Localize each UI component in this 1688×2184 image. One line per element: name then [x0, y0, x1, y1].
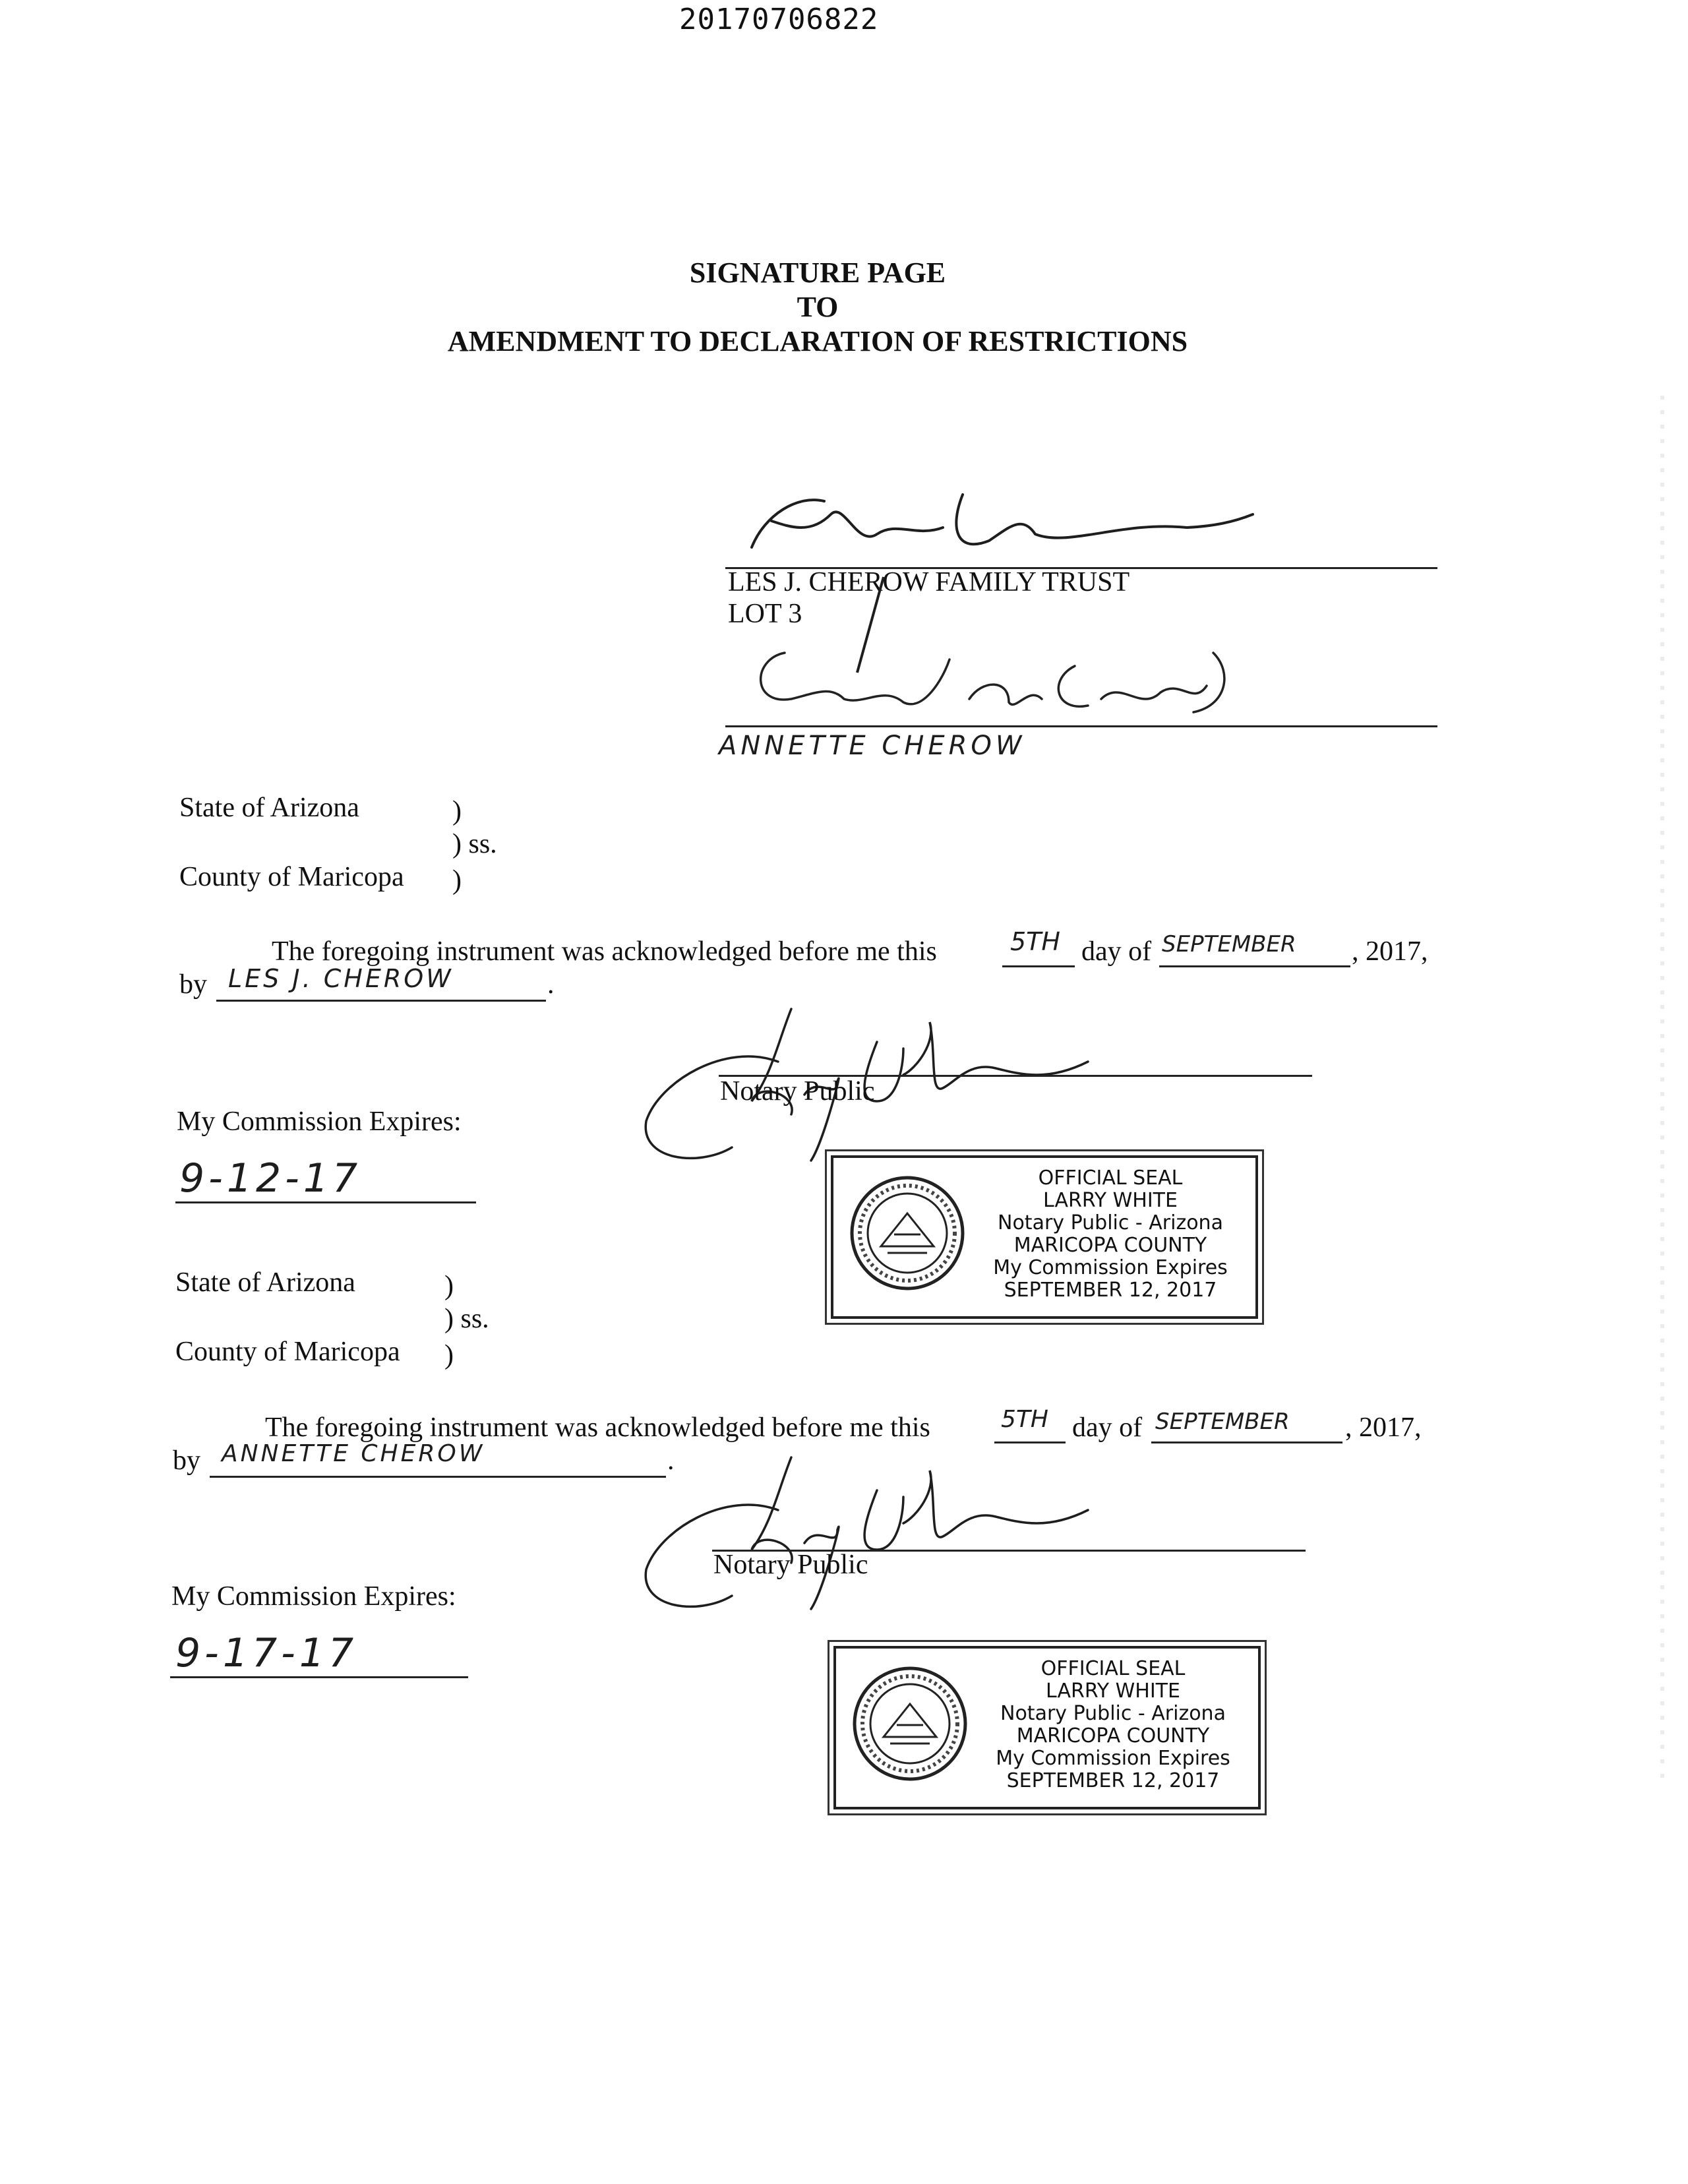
seal-line-2: LARRY WHITE [1046, 1680, 1180, 1703]
venue-county-2: County of Maricopa [175, 1337, 400, 1367]
commission-line-1 [175, 1201, 476, 1203]
second-signature-line [725, 725, 1437, 727]
seal-line-6: SEPTEMBER 12, 2017 [1004, 1279, 1217, 1302]
year-2: , 2017, [1345, 1412, 1422, 1443]
heading-line-3: AMENDMENT TO DECLARATION OF RESTRICTIONS [447, 325, 1188, 357]
venue-county-1: County of Maricopa [179, 862, 404, 892]
day-of-2: day of [1072, 1412, 1143, 1443]
venue-paren-2b: ) [444, 1340, 454, 1370]
heading-line-1: SIGNATURE PAGE [689, 257, 946, 289]
day-of-1: day of [1081, 936, 1152, 967]
name-line-2 [210, 1476, 666, 1478]
venue-paren-2a: ) [444, 1271, 454, 1301]
notary-public-label-2: Notary Public [713, 1550, 868, 1580]
acknowledgment-text-1: The foregoing instrument was acknowledged before me this [272, 936, 937, 967]
venue-paren-1a: ) [452, 796, 462, 826]
day-handwritten-2: 5TH [1001, 1406, 1048, 1433]
year-1: , 2017, [1352, 936, 1428, 967]
seal-line-1: OFFICIAL SEAL [1040, 1657, 1186, 1680]
seal-line-2: LARRY WHITE [1043, 1189, 1178, 1212]
lot-number: LOT 3 [728, 599, 802, 629]
second-signature [732, 640, 1233, 725]
heading-line-2: TO [797, 291, 839, 323]
seal-line-3: Notary Public - Arizona [998, 1211, 1223, 1234]
venue-state-1: State of Arizona [179, 793, 359, 823]
notary-seal-2 [833, 1646, 1261, 1809]
by-label-1: by [179, 969, 207, 1000]
day-line-2 [994, 1441, 1066, 1443]
month-handwritten-2: SEPTEMBER [1155, 1409, 1290, 1435]
notary-signature-2 [626, 1451, 1101, 1622]
acknowledged-name-2: ANNETTE CHEROW [222, 1440, 485, 1467]
commission-label-2: My Commission Expires: [171, 1581, 456, 1612]
state-seal-emblem [851, 1664, 969, 1783]
commission-date-2: 9-17-17 [175, 1630, 358, 1676]
name-line-1 [216, 1000, 546, 1002]
seal-line-5: My Commission Expires [996, 1747, 1230, 1770]
notary-public-label-1: Notary Public [720, 1076, 875, 1107]
printed-name-handwritten: ANNETTE CHEROW [719, 731, 1026, 761]
commission-date-1: 9-12-17 [179, 1155, 362, 1201]
commission-line-2 [170, 1676, 468, 1678]
seal-line-4: MARICOPA COUNTY [1016, 1724, 1210, 1747]
notary-seal-1 [831, 1155, 1258, 1319]
seal-line-3: Notary Public - Arizona [1000, 1702, 1226, 1725]
day-handwritten-1: 5TH [1010, 927, 1060, 956]
commission-label-1: My Commission Expires: [177, 1107, 462, 1137]
month-handwritten-1: SEPTEMBER [1162, 931, 1296, 957]
venue-paren-1b: ) [452, 865, 462, 895]
scan-edge-artifact [1660, 396, 1664, 1780]
seal-line-5: My Commission Expires [993, 1256, 1228, 1279]
venue-ss-2: ) ss. [444, 1304, 489, 1334]
venue-ss-1: ) ss. [452, 829, 497, 859]
venue-state-2: State of Arizona [175, 1267, 355, 1298]
acknowledgment-text-2: The foregoing instrument was acknowledged before me this [265, 1412, 930, 1443]
seal-line-6: SEPTEMBER 12, 2017 [1006, 1769, 1220, 1792]
acknowledged-name-1: LES J. CHEROW [228, 964, 454, 993]
by-label-2: by [173, 1445, 200, 1476]
month-line-1 [1159, 965, 1350, 967]
state-seal-emblem [848, 1174, 967, 1292]
period-1: . [547, 969, 555, 1000]
period-2: . [667, 1445, 675, 1476]
trust-signature [725, 475, 1266, 574]
seal-line-4: MARICOPA COUNTY [1013, 1234, 1207, 1257]
document-number: 20170706822 [679, 3, 879, 36]
month-line-2 [1151, 1441, 1342, 1443]
day-line-1 [1002, 965, 1075, 967]
page-title [0, 256, 1635, 359]
seal-line-1: OFFICIAL SEAL [1038, 1167, 1183, 1190]
trust-name: LES J. CHEROW FAMILY TRUST [728, 567, 1130, 597]
